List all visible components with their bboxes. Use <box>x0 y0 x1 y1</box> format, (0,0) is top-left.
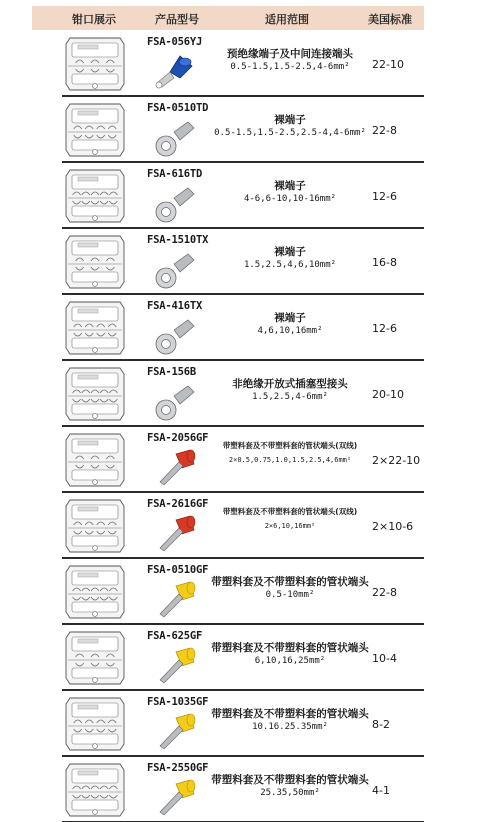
table-row <box>0 30 480 96</box>
product-model: FSA-056YJ <box>147 36 203 48</box>
product-model: FSA-416TX <box>147 300 203 312</box>
header-die: 钳口展示 <box>72 13 116 26</box>
scope-title: 带塑料套及不带塑料套的管状端头 <box>211 708 369 720</box>
scope-title: 预绝缘端子及中间连接端头 <box>227 48 353 60</box>
table-row <box>0 360 480 426</box>
scope-sizes: 1.5,2.5,4,6,10mm² <box>243 260 337 270</box>
scope-title: 带塑料套及不带塑料套的管状端头(双线) <box>222 441 358 450</box>
product-model: FSA-2616GF <box>147 498 209 510</box>
us-standard: 20-10 <box>372 388 404 401</box>
table-row <box>0 624 480 690</box>
crimp-die-icon <box>64 762 126 818</box>
scope-title: 裸端子 <box>274 312 306 324</box>
product-model: FSA-1035GF <box>147 696 209 708</box>
scope-sizes: 2×6,10,16mm² <box>264 522 316 530</box>
crimp-die-icon <box>64 696 126 752</box>
table-row <box>0 756 480 822</box>
us-standard: 2×22-10 <box>372 454 421 467</box>
scope-title: 裸端子 <box>274 246 306 258</box>
us-standard: 16-8 <box>372 256 397 269</box>
us-standard: 12-6 <box>372 190 397 203</box>
scope-sizes: 4-6,6-10,10-16mm² <box>243 194 337 204</box>
crimp-die-icon <box>64 102 126 158</box>
terminal-icon <box>150 580 200 620</box>
scope-sizes: 25.35,50mm² <box>260 788 320 798</box>
table-row <box>0 426 480 492</box>
product-model: FSA-2550GF <box>147 762 209 774</box>
scope-sizes: 0.5-10mm² <box>265 590 315 600</box>
us-standard: 10-4 <box>372 652 397 665</box>
us-standard: 12-6 <box>372 322 397 335</box>
scope-sizes: 4,6,10,16mm² <box>257 326 323 336</box>
header-scope: 适用范围 <box>265 13 309 26</box>
table-row <box>0 492 480 558</box>
crimp-die-icon <box>64 498 126 554</box>
table-row <box>0 162 480 228</box>
crimp-die-icon <box>64 432 126 488</box>
header-standard: 美国标准 <box>368 13 412 26</box>
scope-sizes: 0.5-1.5,1.5-2.5,2.5-4,4-6mm² <box>214 128 366 138</box>
crimp-die-icon <box>64 234 126 290</box>
terminal-icon <box>150 118 200 158</box>
scope-sizes: 0.5-1.5,1.5-2.5,4-6mm² <box>230 62 350 72</box>
product-model: FSA-0510GF <box>147 564 209 576</box>
scope-sizes: 10.16.25.35mm² <box>252 722 328 732</box>
terminal-icon <box>150 448 200 488</box>
terminal-icon <box>150 712 200 752</box>
scope-title: 带塑料套及不带塑料套的管状端头 <box>211 576 369 588</box>
us-standard: 22-8 <box>372 124 397 137</box>
table-row <box>0 294 480 360</box>
product-model: FSA-625GF <box>147 630 203 642</box>
crimp-die-icon <box>64 564 126 620</box>
scope-title: 裸端子 <box>274 180 306 192</box>
us-standard: 4-1 <box>372 784 390 797</box>
table-row <box>0 690 480 756</box>
terminal-icon <box>150 316 200 356</box>
table-header <box>32 6 424 30</box>
terminal-icon <box>150 778 200 818</box>
crimp-die-icon <box>64 300 126 356</box>
crimp-die-icon <box>64 366 126 422</box>
us-standard: 22-10 <box>372 58 404 71</box>
product-model: FSA-2056GF <box>147 432 209 444</box>
crimp-die-icon <box>64 36 126 92</box>
us-standard: 22-8 <box>372 586 397 599</box>
product-model: FSA-616TD <box>147 168 203 180</box>
scope-title: 裸端子 <box>274 114 306 126</box>
terminal-icon <box>150 184 200 224</box>
terminal-icon <box>150 52 200 92</box>
table-row <box>0 228 480 294</box>
crimp-die-icon <box>64 168 126 224</box>
scope-title: 带塑料套及不带塑料套的管状端头 <box>211 642 369 654</box>
table-row <box>0 558 480 624</box>
us-standard: 2×10-6 <box>372 520 414 533</box>
crimp-die-icon <box>64 630 126 686</box>
terminal-icon <box>150 250 200 290</box>
terminal-icon <box>150 382 200 422</box>
scope-title: 带塑料套及不带塑料套的管状端头 <box>211 774 369 786</box>
table-row <box>0 96 480 162</box>
product-model: FSA-1510TX <box>147 234 209 246</box>
scope-title: 非绝缘开放式插塞型接头 <box>232 378 348 390</box>
terminal-icon <box>150 514 200 554</box>
us-standard: 8-2 <box>372 718 390 731</box>
scope-sizes: 6,10,16,25mm² <box>254 656 326 666</box>
scope-sizes: 1.5,2.5,4-6mm² <box>252 392 328 402</box>
scope-title: 带塑料套及不带塑料套的管状端头(双线) <box>222 507 358 516</box>
scope-sizes: 2×0.5,0.75,1.0,1.5,2.5,4,6mm² <box>228 456 352 464</box>
header-model: 产品型号 <box>155 13 199 26</box>
product-model: FSA-156B <box>147 366 196 378</box>
product-model: FSA-0510TD <box>147 102 209 114</box>
terminal-icon <box>150 646 200 686</box>
